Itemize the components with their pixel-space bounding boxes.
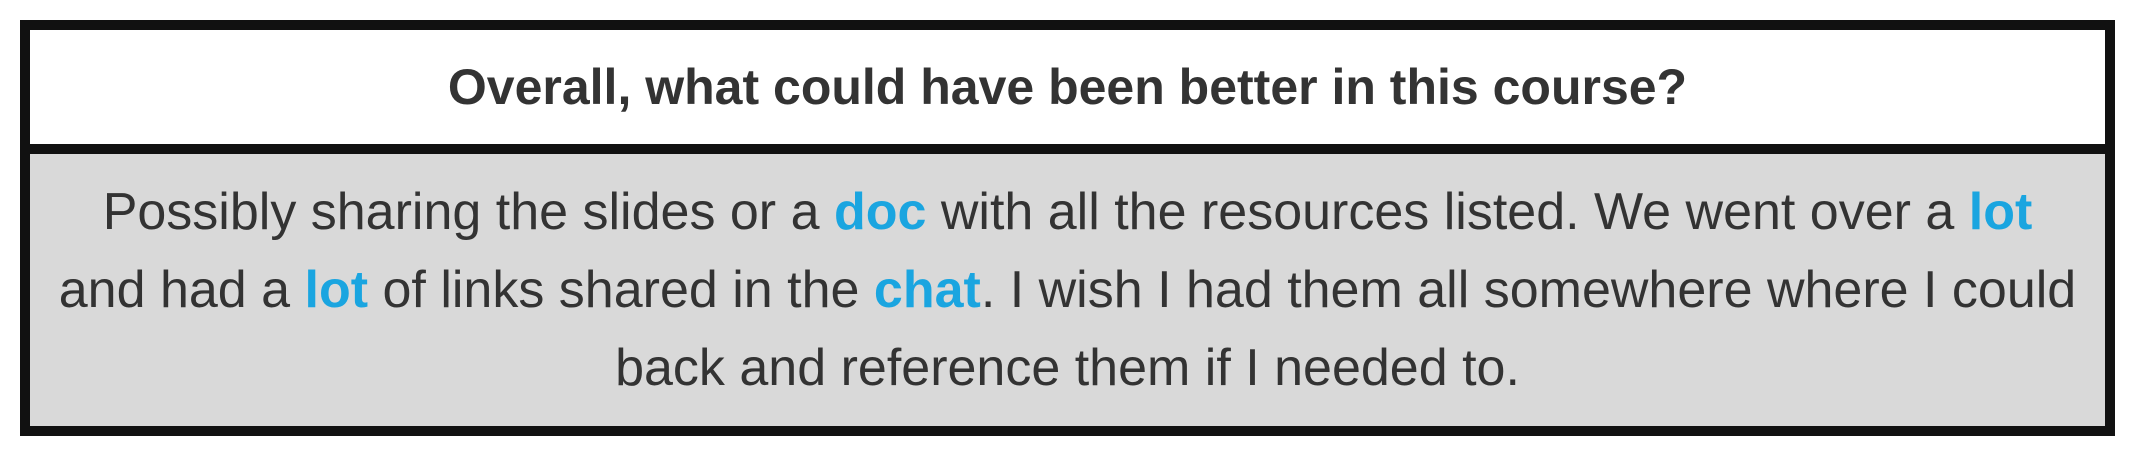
answer-segment: . I wish I had them all somewhere where I could back and reference them if I needed to. [615,261,2077,397]
answer-segment: Possibly sharing the slides or a [102,183,834,241]
feedback-card [20,20,2115,436]
answer-segment: of links shared in the [368,261,874,319]
answer-segment: with all the resources listed. We went over a [926,183,1969,241]
answer-segment: and had a [58,261,305,319]
question-header [30,30,2105,154]
keyword-lot: lot [304,261,369,319]
keyword-chat: chat [873,261,981,319]
answer-text [54,173,2081,407]
question-title: Overall, what could have been better in this course? [447,59,1688,115]
keyword-lot: lot [1968,183,2033,241]
answer-panel [30,154,2105,426]
keyword-doc: doc [833,183,927,241]
